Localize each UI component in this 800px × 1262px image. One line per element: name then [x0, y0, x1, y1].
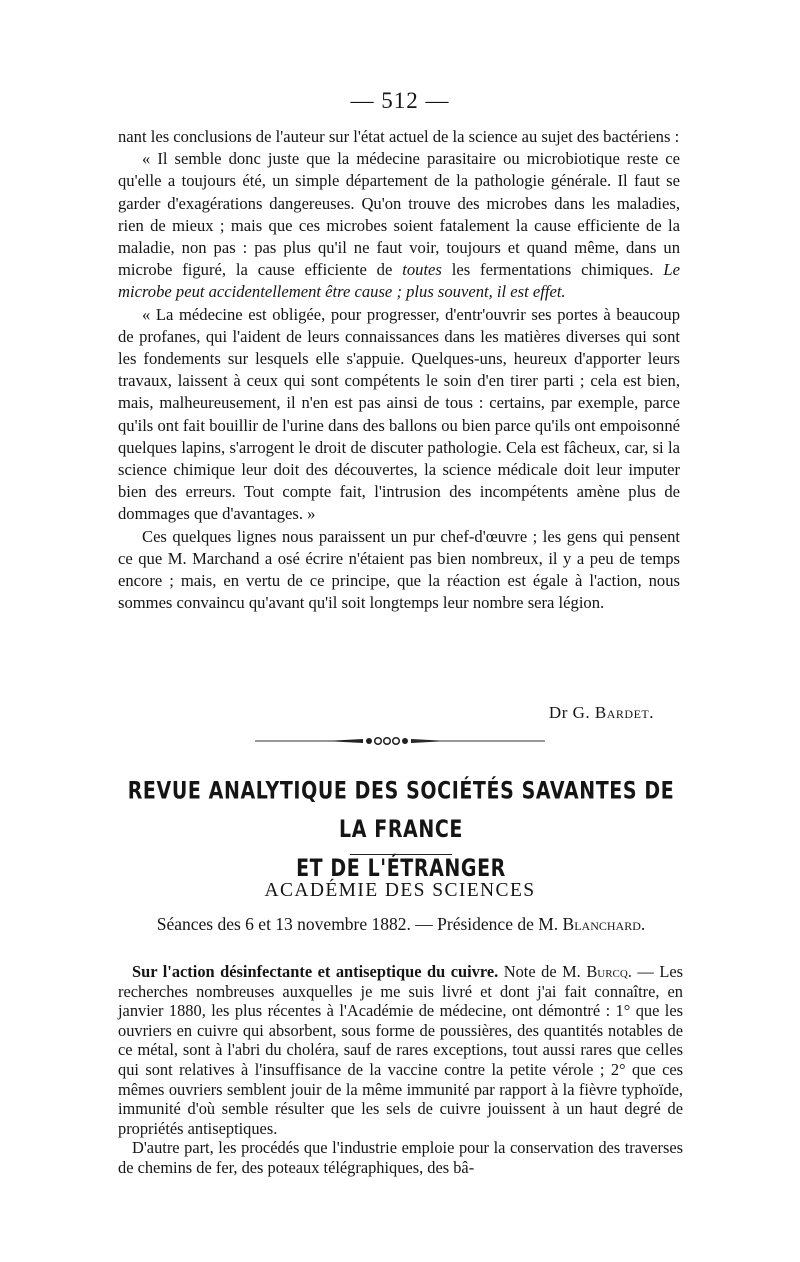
- paragraph-quote-1: [118, 148, 680, 303]
- abstract-paragraph-2: D'autre part, les procédés que l'industrie emploie pour la conservation des traverses de chemins de fer, des poteaux télégraphiques, des bâ-: [118, 1138, 683, 1177]
- abstract-note-prefix: Note de M.: [498, 962, 587, 981]
- signature-title: Dr: [548, 703, 568, 722]
- seance-line: [118, 914, 684, 935]
- author-signature: [549, 703, 654, 723]
- quote-1-italic-sentence: Le microbe peut accidentellement être cause ; plus souvent, il est effet.: [118, 260, 680, 302]
- abstract-body-1: — Les recherches nombreuses auxquelles je me suis livré et dont j'ai fait connaître, en janvier 1880, les plus récentes à l'Académie de médecine, ont démontré : 1° que les ouvriers en cuivre qui absorbent, sous forme de poussières, des quantités notables de ce métal, sont à l'abri du choléra, sauf de rares exceptions, tout aussi rares que celles qui sont relatives à l'insuffisance de la vaccine contre la petite vérole ; 2° que ces mêmes ouvriers semblent jouir de la même immunité par rapport à la fièvre typhoïde, immunité d'où semble résulter que les sels de cuivre jouissent à un haut degré de propriétés antiseptiques.: [118, 962, 683, 1138]
- paragraph-intro: nant les conclusions de l'auteur sur l'état actuel de la science au sujet des bactériens :: [118, 127, 680, 146]
- article-continuation: [118, 126, 680, 614]
- abstract-paragraph-1: [118, 962, 683, 1138]
- ornament-divider-icon: [255, 736, 545, 746]
- section-title-line-2: ET DE L'ÉTRANGER: [296, 854, 506, 882]
- section-title-line-1: REVUE ANALYTIQUE DES SOCIÉTÉS SAVANTES DE LA FRANCE: [127, 777, 675, 844]
- paragraph-quote-2: « La médecine est obligée, pour progresser, d'entr'ouvrir ses portes à beaucoup de profanes, qui l'aident de leurs connaissances dans les matières diverses qui sont les fondements sur lesquels elle s'appuie. Quelques-uns, heureux d'apporter leurs travaux, laissent à ceux qui sont compétents le soin d'en tirer parti ; cela est bien, mais, malheureusement, il n'en est pas ainsi de tous : certains, par exemple, parce qu'ils ont fait bouillir de l'urine dans des ballons ou bien parce qu'ils ont empoisonné quelques lapins, s'arrogent le droit de discuter pathologie. Cela est fâcheux, car, si la science chimique leur doit des découvertes, la science médicale doit leur imputer bien des erreurs. Tout compte fait, l'intrusion des incompétents amène plus de dommages que d'avantages. »: [118, 304, 680, 524]
- quote-1-emphasis: toutes: [402, 260, 442, 280]
- paragraph-comment: Ces quelques lignes nous paraissent un pur chef-d'œuvre ; les gens qui pensent ce que M. Marchand a osé écrire n'étaient pas bien nombreux, il y a peu de temps encore ; mais, en vertu de ce principe, que la réaction est égale à l'action, nous sommes convaincu qu'avant qu'il soit longtemps leur nombre sera légion.: [118, 526, 680, 613]
- academy-heading: ACADÉMIE DES SCIENCES: [264, 880, 536, 901]
- quote-1-text: « Il semble donc juste que la médecine parasitaire ou microbiotique reste ce qu'elle a toujours été, un simple département de la pathologie générale. Il faut se garder d'exagérations dangereuses. Qu'on trouve des microbes dans les maladies, rien de mieux ; mais que ces microbes soient fatalement la cause efficiente de la maladie, non pas : pas plus qu'il ne faut voir, toujours et quand même, dans un microbe figuré, la cause efficiente de: [118, 149, 680, 280]
- section-title: [118, 772, 684, 888]
- abstract-author: Burcq.: [586, 962, 632, 981]
- page-number: — 512 —: [350, 88, 450, 113]
- signature-name: G. Bardet.: [572, 703, 654, 722]
- abstract-title: Sur l'action désinfectante et antiseptique du cuivre.: [132, 962, 499, 981]
- abstract-block: [118, 962, 683, 1178]
- quote-1-text-2: les fermentations chimiques.: [441, 260, 664, 280]
- title-rule: [350, 854, 452, 855]
- seance-text: Séances des 6 et 13 novembre 1882. — Présidence de M.: [156, 914, 563, 934]
- seance-president: Blanchard.: [562, 914, 646, 934]
